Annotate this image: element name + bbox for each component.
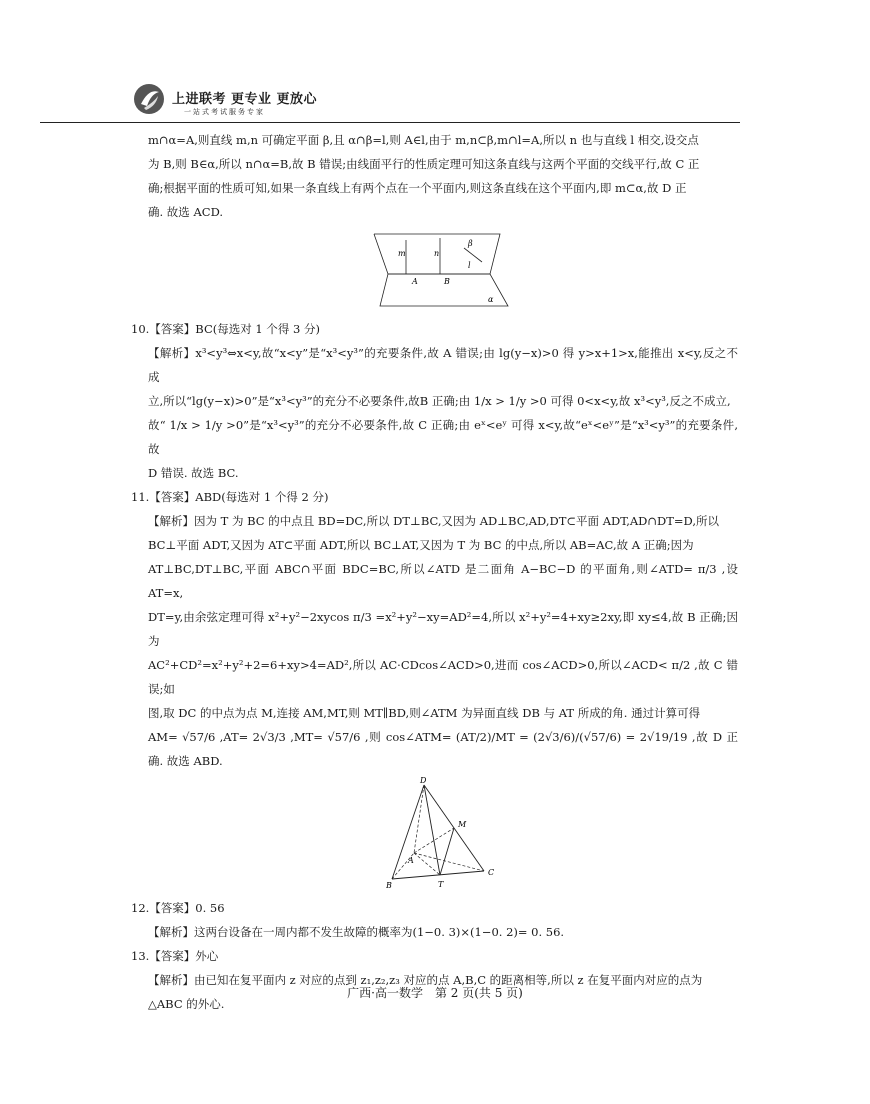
q11-line: 【解析】因为 T 为 BC 的中点且 BD=DC,所以 DT⊥BC,又因为 AD⊥BC,AD,DT⊂平面 ADT,AD∩DT=D,所以 [148, 514, 720, 528]
fig1-label-alpha: α [488, 295, 494, 304]
q10-line: 【解析】x³<y³⇔x<y,故“x<y”是“x³<y³”的充要条件,故 A 错误;由 lg(y−x)>0 得 y>x+1>x,能推出 x<y,反之不成 [148, 346, 738, 384]
q12-answer: 12.【答案】0. 56 [131, 901, 225, 915]
fig2-label-B: B [386, 881, 392, 889]
q10-answer: 10.【答案】BC(每选对 1 个得 3 分) [131, 322, 320, 336]
q10-line: 故“ 1/x > 1/y >0”是“x³<y³”的充分不必要条件,故 C 正确;由 eˣ<eʸ 可得 x<y,故“eˣ<eʸ”是“x³<y³”的充要条件,故 [148, 418, 738, 456]
answer-content [131, 128, 738, 1016]
fig2-label-A: A [408, 856, 414, 865]
q9-line: 确;根据平面的性质可知,如果一条直线上有两个点在一个平面内,则这条直线在这个平面内,即 m⊂α,故 D 正 [148, 181, 687, 195]
q11-line: AC²+CD²=x²+y²+2=6+xy>4=AD²,所以 AC·CDcos∠ACD>0,进而 cos∠ACD>0,所以∠ACD< π/2 ,故 C 错误;如 [148, 658, 738, 696]
q10-line: 立,所以“lg(y−x)>0”是“x³<y³”的充分不必要条件,故B 正确;由 1/x > 1/y >0 可得 0<x<y,故 x³<y³,反之不成立, [148, 394, 731, 408]
brand-subtitle: 一站式考试服务专家 [184, 108, 265, 116]
q11-line: 图,取 DC 的中点为点 M,连接 AM,MT,则 MT∥BD,则∠ATM 为异面直线 DB 与 AT 所成的角. 通过计算可得 [148, 706, 701, 720]
q11-line: BC⊥平面 ADT,又因为 AT⊂平面 ADT,所以 BC⊥AT,又因为 T 为 BC 的中点,所以 AB=AC,故 A 正确;因为 [148, 538, 694, 552]
q13-answer: 13.【答案】外心 [131, 949, 219, 963]
fig2-label-C: C [488, 868, 495, 877]
q9-line: 为 B,则 B∈α,所以 n∩α=B,故 B 错误;由线面平行的性质定理可知这条直线与这两个平面的交线平行,故 C 正 [148, 157, 700, 171]
q11-line: AM= √57/6 ,AT= 2√3/3 ,MT= √57/6 ,则 cos∠ATM= (AT/2)/MT = (2√3/6)/(√57/6) = 2√19/19 ,故 D 正确. 故选 ABD. [148, 730, 738, 768]
fig2-label-M: M [458, 820, 467, 829]
fig1-label-A: A [412, 277, 418, 286]
logo-icon [132, 82, 168, 116]
header [132, 82, 742, 122]
fig1-label-beta: β [468, 239, 473, 248]
q13-line: △ABC 的外心. [148, 997, 225, 1011]
fig1-label-m: m [398, 249, 406, 258]
q9-line: 确. 故选 ACD. [148, 205, 224, 219]
q12-line: 【解析】这两台设备在一周内都不发生故障的概率为(1−0. 3)×(1−0. 2)= 0. 56. [148, 925, 565, 939]
q10-line: D 错误. 故选 BC. [148, 466, 239, 480]
header-divider [40, 122, 740, 123]
planes-figure [370, 230, 510, 310]
tetrahedron-figure [386, 777, 506, 889]
fig1-label-l: l [468, 261, 471, 270]
fig1-label-B: B [444, 277, 450, 286]
fig2-label-T: T [438, 880, 444, 889]
q11-answer: 11.【答案】ABD(每选对 1 个得 2 分) [131, 490, 329, 504]
q11-line: AT⊥BC,DT⊥BC,平面 ABC∩平面 BDC=BC,所以∠ATD 是二面角 A−BC−D 的平面角,则∠ATD= π/3 ,设 AT=x, [148, 562, 738, 600]
q13-line: 【解析】由已知在复平面内 z 对应的点到 z₁,z₂,z₃ 对应的点 A,B,C 的距离相等,所以 z 在复平面内对应的点为 [148, 973, 703, 987]
q9-line: m∩α=A,则直线 m,n 可确定平面 β,且 α∩β=l,则 A∈l,由于 m,n⊂β,m∩l=A,所以 n 也与直线 l 相交,设交点 [148, 133, 699, 147]
brand-title: 上进联考 更专业 更放心 [172, 92, 318, 107]
q11-line: DT=y,由余弦定理可得 x²+y²−2xycos π/3 =x²+y²−xy=AD²=4,所以 x²+y²=4+xy≥2xy,即 xy≤4,故 B 正确;因为 [148, 610, 738, 648]
page-footer: 广西·高一数学 第 2 页(共 5 页) [347, 986, 523, 1000]
fig1-label-n: n [434, 249, 440, 258]
fig2-label-D: D [420, 777, 427, 785]
